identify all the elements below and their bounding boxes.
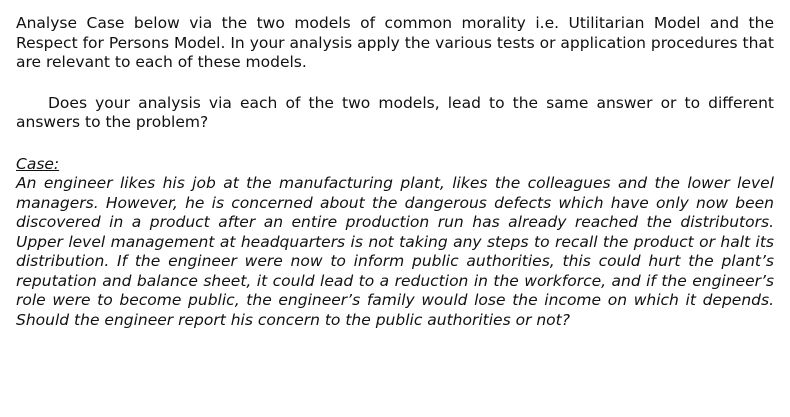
question-paragraph: Does your analysis via each of the two models, lead to the same answer or to different answers to the problem? xyxy=(16,93,774,131)
case-section xyxy=(16,155,774,331)
instruction-paragraph: Analyse Case below via the two models of common morality i.e. Utilitarian Model and the Respect for Persons Model. In your analysis apply the various tests or application procedures that are relevant to each of these models. xyxy=(16,14,774,71)
case-heading: Case: xyxy=(16,154,60,173)
document-page xyxy=(16,14,774,330)
case-paragraph: An engineer likes his job at the manufacturing plant, likes the colleagues and the lower level managers. However, he is concerned about the dangerous defects which have only now been discovered in a product after an entire production run has already reached the distributors. Upper level management at headquarters is not taking any steps to recall the product or halt its distribution. If the engineer were now to inform public authorities, this could hurt the plant’s reputation and balance sheet, it could lead to a reduction in the workforce, and if the engineer’s role were to become public, the engineer’s family would lose the income on which it depends. Should the engineer report his concern to the public authorities or not? xyxy=(16,174,774,329)
